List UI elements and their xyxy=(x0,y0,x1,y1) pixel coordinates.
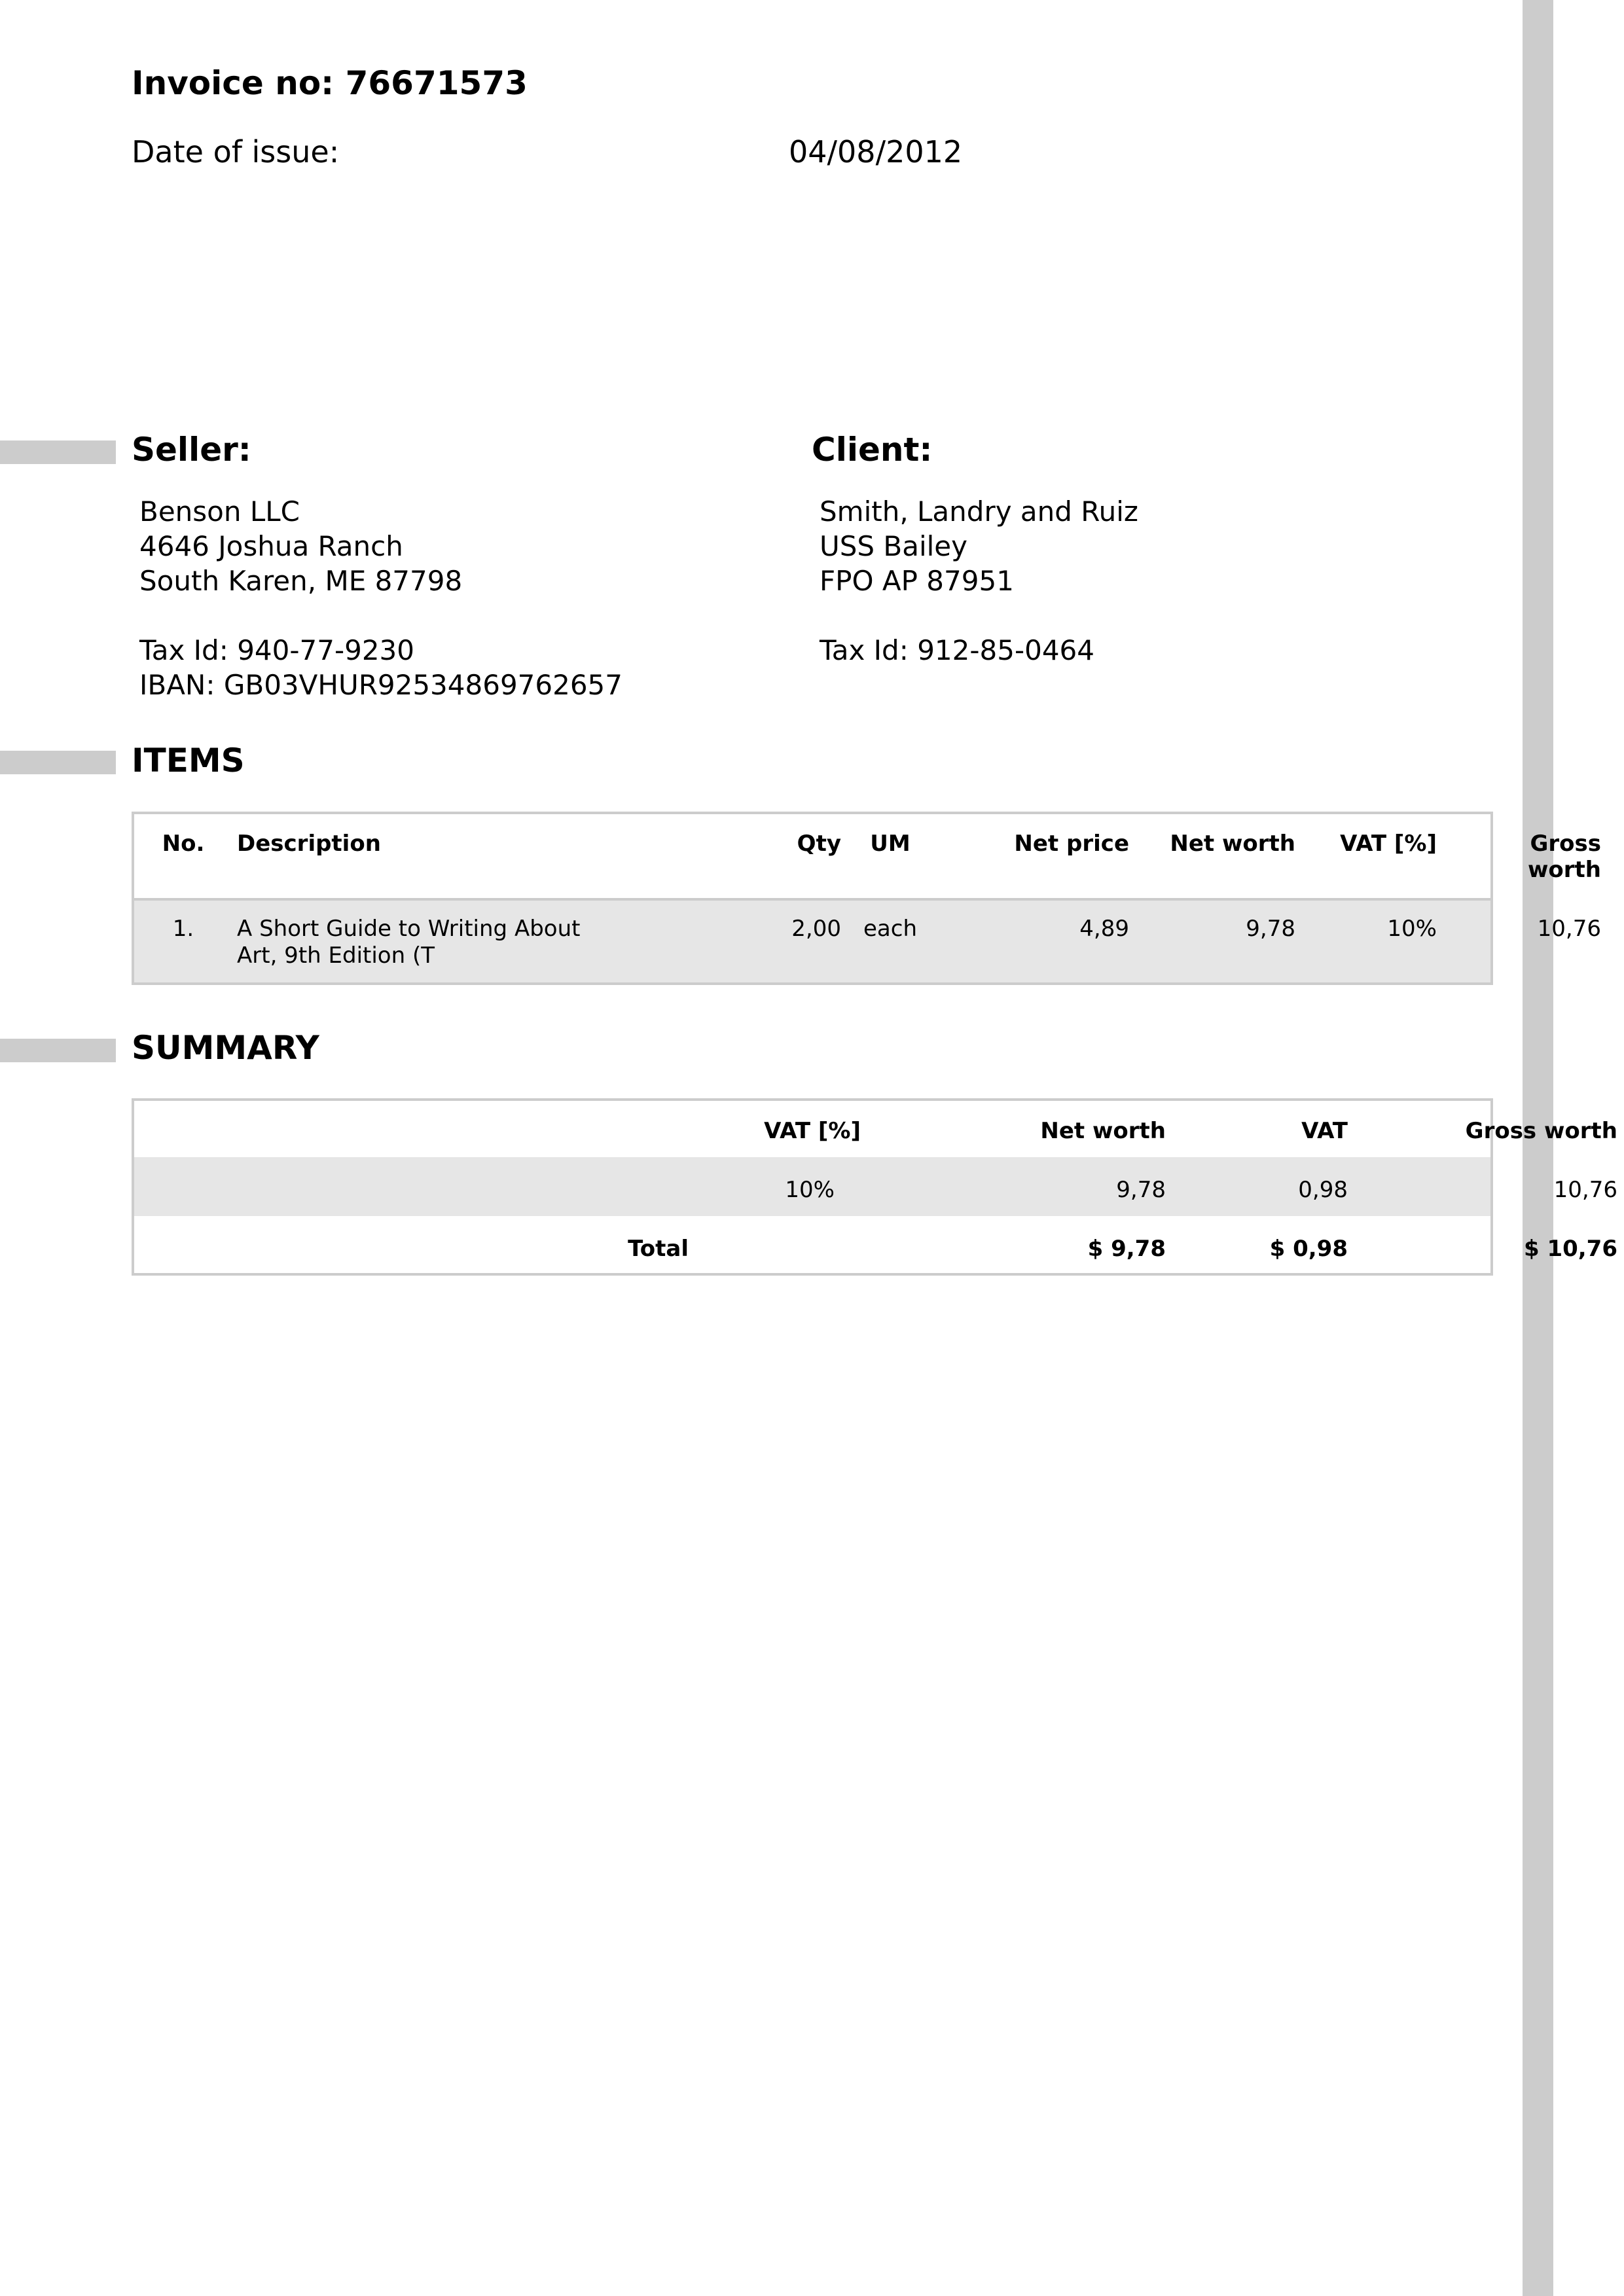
summary-heading: SUMMARY xyxy=(132,1029,319,1067)
summary-vat-rate: 10% xyxy=(785,1177,835,1203)
client-heading: Client: xyxy=(812,431,933,469)
seller-line: 4646 Joshua Ranch xyxy=(139,530,403,562)
items-section-marker xyxy=(0,751,116,774)
summary-total-vat: $ 0,98 xyxy=(1269,1236,1348,1262)
items-header-gross-line1: Gross xyxy=(1530,831,1601,857)
date-of-issue-label: Date of issue: xyxy=(132,134,340,170)
seller-line: Benson LLC xyxy=(139,495,300,528)
seller-line: Tax Id: 940-77-9230 xyxy=(139,634,414,666)
summary-net-worth: 9,78 xyxy=(1116,1177,1166,1203)
page-edge-bar xyxy=(1523,0,1553,2296)
summary-header-vat-rate: VAT [%] xyxy=(764,1118,861,1144)
items-header-qty: Qty xyxy=(797,831,841,857)
date-of-issue-value: 04/08/2012 xyxy=(789,134,963,170)
seller-section-marker xyxy=(0,440,116,464)
summary-section-marker xyxy=(0,1039,116,1062)
items-header-net-worth: Net worth xyxy=(1170,831,1295,857)
items-header-no: No. xyxy=(162,831,205,857)
item-net-price: 4,89 xyxy=(1079,916,1129,942)
summary-header-net-worth: Net worth xyxy=(1040,1118,1166,1144)
summary-total-net-worth: $ 9,78 xyxy=(1087,1236,1166,1262)
items-table xyxy=(132,812,1601,985)
seller-line: South Karen, ME 87798 xyxy=(139,565,463,597)
item-no: 1. xyxy=(172,916,194,942)
summary-vat: 0,98 xyxy=(1298,1177,1348,1203)
summary-gross: 10,76 xyxy=(1553,1177,1617,1203)
item-gross: 10,76 xyxy=(1537,916,1601,942)
item-qty: 2,00 xyxy=(791,916,841,942)
client-line: Tax Id: 912-85-0464 xyxy=(820,634,1094,666)
items-header-vat: VAT [%] xyxy=(1340,831,1437,857)
summary-header-gross: Gross worth xyxy=(1465,1118,1617,1144)
items-header-net-price: Net price xyxy=(1014,831,1129,857)
client-line: USS Bailey xyxy=(820,530,967,562)
item-description-line2: Art, 9th Edition (T xyxy=(237,942,435,969)
items-heading: ITEMS xyxy=(132,742,245,780)
item-description-line1: A Short Guide to Writing About xyxy=(237,916,581,942)
summary-table xyxy=(132,1098,1617,1276)
client-line: FPO AP 87951 xyxy=(820,565,1014,597)
summary-total-gross: $ 10,76 xyxy=(1523,1236,1617,1262)
seller-heading: Seller: xyxy=(132,431,251,469)
seller-line: IBAN: GB03VHUR92534869762657 xyxy=(139,669,623,701)
item-vat: 10% xyxy=(1387,916,1437,942)
item-um: each xyxy=(863,916,917,942)
items-header-gross-line2: worth xyxy=(1528,857,1601,883)
item-net-worth: 9,78 xyxy=(1246,916,1295,942)
summary-total-label: Total xyxy=(628,1236,689,1262)
client-line xyxy=(820,598,1138,633)
items-header-description: Description xyxy=(237,831,381,857)
summary-header-vat: VAT xyxy=(1301,1118,1348,1144)
client-line: Smith, Landry and Ruiz xyxy=(820,495,1138,528)
items-header-um: UM xyxy=(870,831,911,857)
client-details xyxy=(820,494,1138,668)
invoice-title: Invoice no: 76671573 xyxy=(132,64,528,102)
seller-details xyxy=(139,494,623,702)
seller-line xyxy=(139,598,623,633)
